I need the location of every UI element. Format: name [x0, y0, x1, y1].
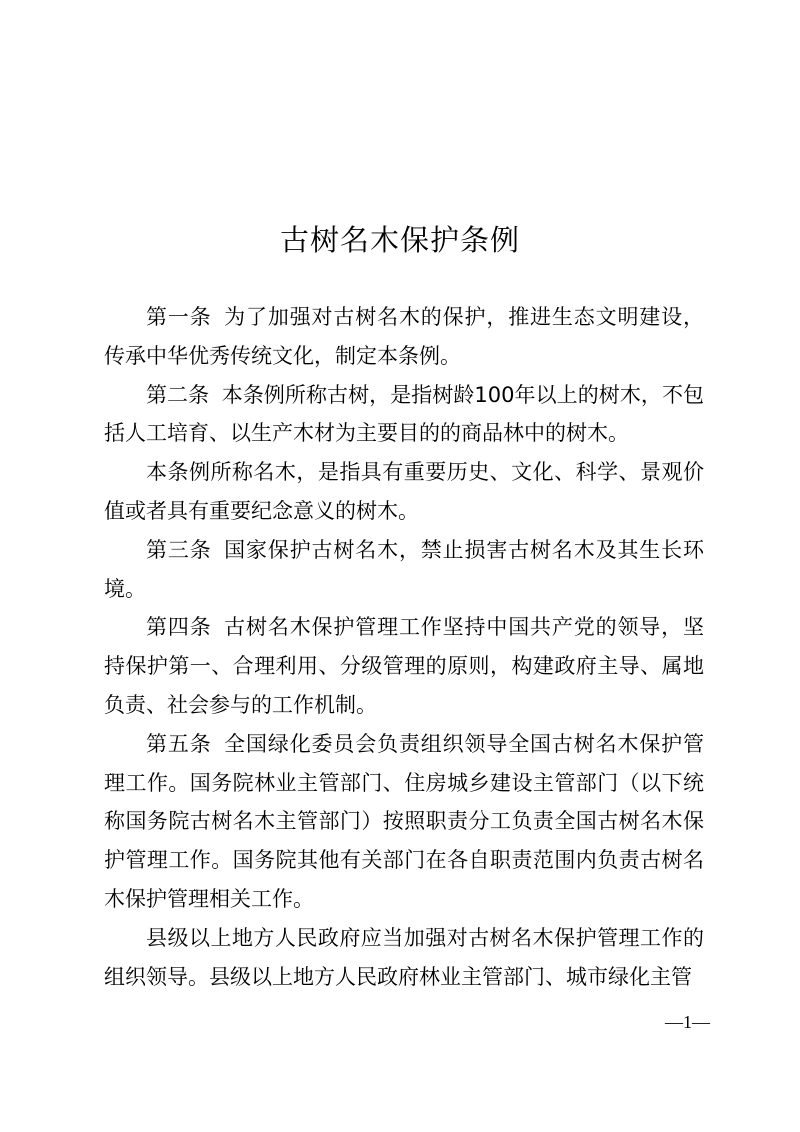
paragraph-article-2-continued: [104, 453, 704, 531]
paragraph-text: 为了加强对古树名木的保护，推进生态文明建设，传承中华优秀传统文化，制定本条例。: [104, 305, 705, 368]
paragraph-text: 本条例所称名木，是指具有重要历史、文化、科学、景观价值或者具有重要纪念意义的树木。: [104, 460, 704, 523]
paragraph-text: 县级以上地方人民政府应当加强对古树名木保护管理工作的组织领导。县级以上地方人民政府林业主管部门、城市绿化主管: [104, 925, 704, 989]
article-number: 第四条: [146, 615, 212, 640]
article-number: 第五条: [146, 731, 212, 756]
paragraph-article-4: [104, 608, 704, 724]
document-title: 古树名木保护条例: [279, 223, 520, 257]
paragraph-text: 古树名木保护管理工作坚持中国共产党的领导，坚持保护第一、合理利用、分级管理的原则，构建政府主导、属地负责、社会参与的工作机制。: [104, 615, 705, 717]
paragraph-article-2: [104, 376, 704, 454]
article-number: 第一条: [146, 305, 212, 329]
paragraph-article-3: [104, 531, 704, 609]
page-number: —1—: [665, 1012, 710, 1032]
paragraph-text: 国家保护古树名木，禁止损害古树名木及其生长环境。: [104, 537, 705, 601]
paragraph-article-1: [104, 298, 704, 376]
article-number: 第二条: [146, 382, 210, 407]
paragraph-text: 本条例所称古树，是指树龄100年以上的树木，不包括人工培育、以生产木材为主要目的的商品林中的树木。: [104, 382, 704, 446]
document-body: [104, 298, 704, 996]
paragraph-article-5-continued: [104, 919, 704, 997]
paragraph-text: 全国绿化委员会负责组织领导全国古树名木保护管理工作。国务院林业主管部门、住房城乡建设主管部门（以下统称国务院古树名木主管部门）按照职责分工负责全国古树名木保护管理工作。国务院其他有关部门在各自职责范围内负责古树名木保护管理相关工作。: [104, 731, 705, 911]
article-number: 第三条: [146, 537, 212, 562]
paragraph-article-5: [104, 725, 704, 919]
